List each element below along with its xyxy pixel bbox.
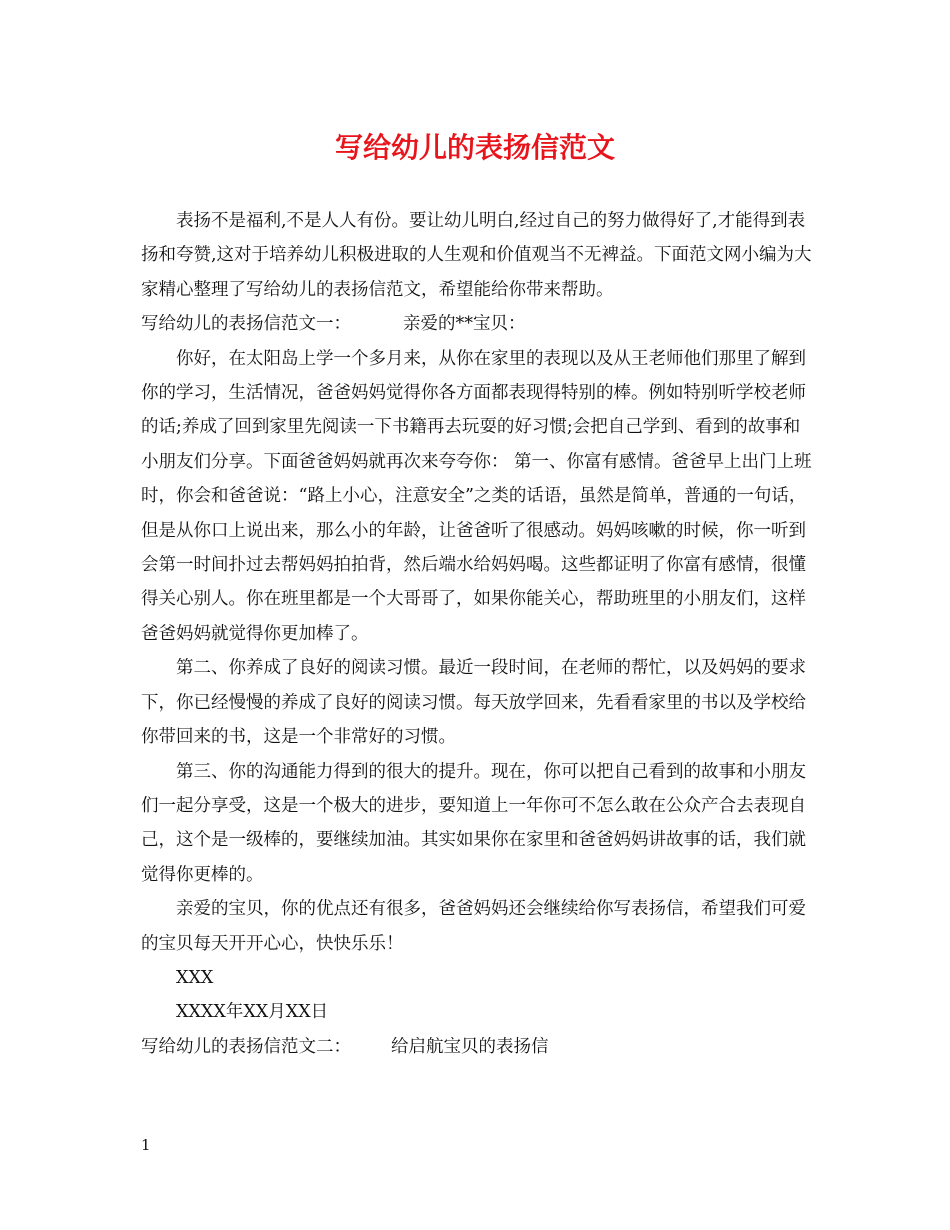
letter-paragraph-1: 你好，在太阳岛上学一个多月来，从你在家里的表现以及从王老师他们那里了解到你的学习，生活情况，爸爸妈妈觉得你各方面都表现得特别的棒。例如特别听学校老师的话;养成了回到家里先阅读一下书籍再去玩耍的好习惯;会把自己学到、看到的故事和小朋友们分享。下面爸爸妈妈就再次来夸夸你： 第一、你富有感情。爸爸早上出门上班时，你会和爸爸说：“路上小心，注意安全”之类的话语，虽然是简单，普通的一句话，但是从你口上说出来，那么小的年龄，让爸爸听了很感动。妈妈咳嗽的时候，你一听到会第一时间扑过去帮妈妈拍拍背，然后端水给妈妈喝。这些都证明了你富有感情，很懂得关心别人。你在班里都是一个大哥哥了，如果你能关心，帮助班里的小朋友们，这样爸爸妈妈就觉得你更加棒了。: [141, 348, 812, 644]
section-two-heading: [141, 1030, 813, 1064]
letter-paragraph-4: 亲爱的宝贝，你的优点还有很多，爸爸妈妈还会继续给你写表扬信，希望我们可爱的宝贝每天开开心心，快快乐乐！: [141, 899, 806, 954]
letter-paragraph-3: 第三、你的沟通能力得到的很大的提升。现在，你可以把自己看到的故事和小朋友们一起分享受，这是一个极大的进步，要知道上一年你可不怎么敢在公众产合去表现自己，这个是一级棒的，要继续加油。其实如果你在家里和爸爸妈妈讲故事的话，我们就觉得你更棒的。: [141, 761, 806, 885]
letter-paragraph-2: 第二、你养成了良好的阅读习惯。最近一段时间，在老师的帮忙，以及妈妈的要求下，你已经慢慢的养成了良好的阅读习惯。每天放学回来，先看看家里的书以及学校给你带回来的书，这是一个非常好的习惯。: [141, 658, 806, 748]
intro-paragraph: 表扬不是福利,不是人人有份。要让幼儿明白,经过自己的努力做得好了,才能得到表扬和夸赞,这对于培养幼儿积极进取的人生观和价值观当不无裨益。下面范文网小编为大家精心整理了写给幼儿的表扬信范文，希望能给你带来帮助。: [141, 211, 812, 300]
page-number: 1: [141, 1136, 151, 1154]
greeting: 亲爱的**宝贝：: [403, 314, 526, 335]
letter-date: XXXX年XX月XX日: [176, 1002, 329, 1023]
section-one-heading: [141, 307, 813, 341]
signature: XXX: [176, 967, 214, 988]
section-one-label: 写给幼儿的表扬信范文一：: [141, 314, 351, 335]
document-body: [141, 204, 813, 1064]
section-two-title: 给启航宝贝的表扬信: [391, 1036, 549, 1057]
section-two-label: 写给幼儿的表扬信范文二：: [141, 1036, 351, 1057]
document-title: 写给幼儿的表扬信范文: [334, 131, 615, 164]
